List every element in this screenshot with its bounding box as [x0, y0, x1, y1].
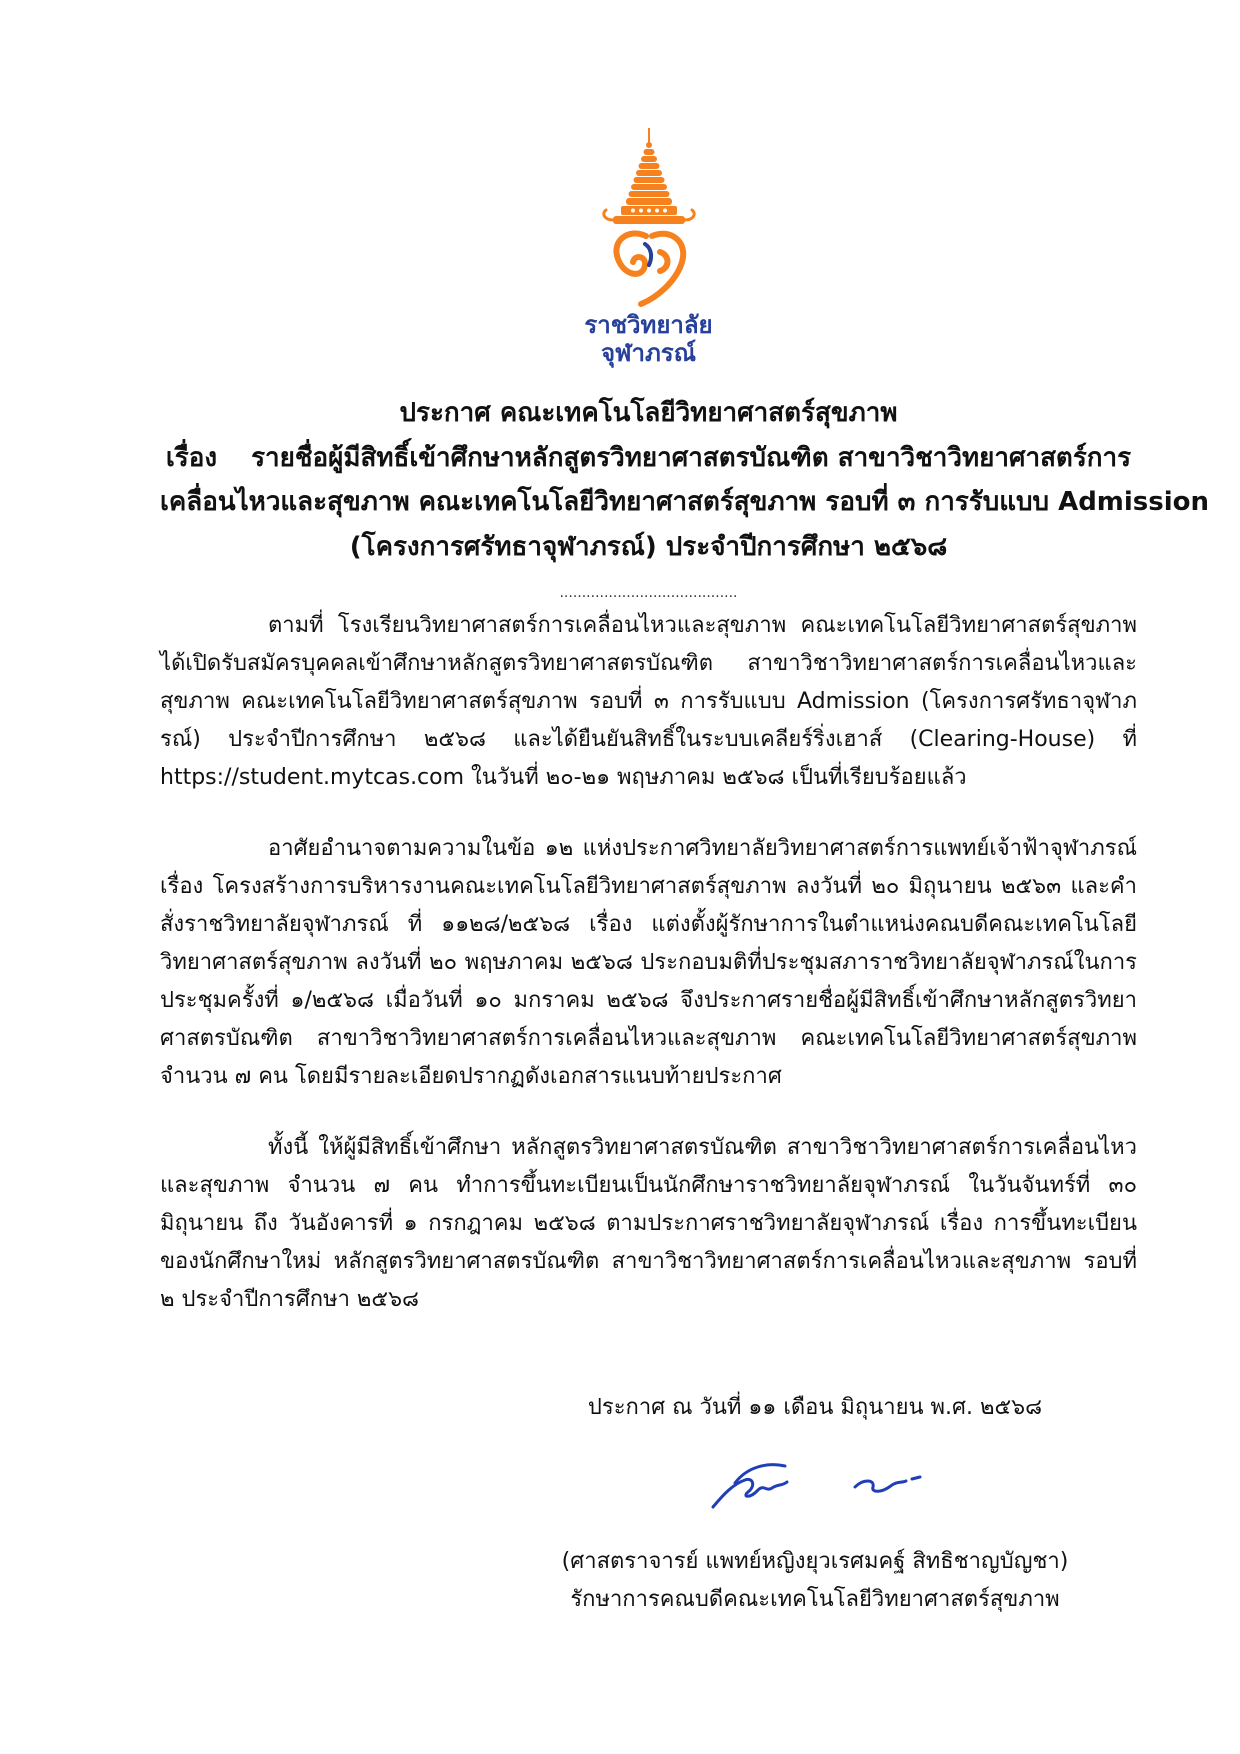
signer-name: (ศาสตราจารย์ แพทย์หญิงยุวเรศมคฐ์ สิทธิชาญบัญชา)	[561, 1549, 1069, 1574]
paragraph-1: ตามที่ โรงเรียนวิทยาศาสตร์การเคลื่อนไหวและสุขภาพ คณะเทคโนโลยีวิทยาศาสตร์สุขภาพ ได้เปิดรับสมัครบุคคลเข้าศึกษาหลักสูตรวิทยาศาสตรบัณฑิต สาขาวิชาวิทยาศาสตร์การเคลื่อนไหวและสุขภาพ คณะเทคโนโลยีวิทยาศาสตร์สุขภาพ รอบที่ ๓ การรับแบบ Admission (โครงการศรัทธาจุฬาภรณ์) ประจำปีการศึกษา ๒๕๖๘ และได้ยืนยันสิทธิ์ในระบบเคลียร์ริ่งเฮาส์ (Clearing-House) ที่ https://student.mytcas.com ในวันที่ ๒๐-๒๑ พฤษภาคม ๒๕๖๘ เป็นที่เรียบร้อยแล้ว	[160, 613, 1137, 790]
subject-label: เรื่อง	[165, 442, 218, 473]
paragraph-2: อาศัยอำนาจตามความในข้อ ๑๒ แห่งประกาศวิทยาลัยวิทยาศาสตร์การแพทย์เจ้าฟ้าจุฬาภรณ์เรื่อง โครงสร้างการบริหารงานคณะเทคโนโลยีวิทยาศาสตร์สุขภาพ ลงวันที่ ๒๐ มิถุนายน ๒๕๖๓ และคำสั่งราชวิทยาลัยจุฬาภรณ์ ที่ ๑๑๒๘/๒๕๖๘ เรื่อง แต่งตั้งผู้รักษาการในตำแหน่งคณบดีคณะเทคโนโลยีวิทยาศาสตร์สุขภาพ ลงวันที่ ๒๐ พฤษภาคม ๒๕๖๘ ประกอบมติที่ประชุมสภาราชวิทยาลัยจุฬาภรณ์ในการประชุมครั้งที่ ๑/๒๕๖๘ เมื่อวันที่ ๑๐ มกราคม ๒๕๖๘ จึงประกาศรายชื่อผู้มีสิทธิ์เข้าศึกษาหลักสูตรวิทยาศาสตรบัณฑิต สาขาวิชาวิทยาศาสตร์การเคลื่อนไหวและสุขภาพ คณะเทคโนโลยีวิทยาศาสตร์สุขภาพ จำนวน ๗ คน โดยมีรายละเอียดปรากฏดังเอกสารแนบท้ายประกาศ	[160, 836, 1137, 1089]
logo-text-line1: ราชวิทยาลัย	[584, 311, 713, 339]
university-logo	[160, 128, 1137, 367]
subject-line-3: (โครงการศรัทธาจุฬาภรณ์) ประจำปีการศึกษา ๒๕๖๘	[349, 531, 948, 562]
crown-emblem-icon	[589, 128, 709, 308]
subject-text-1: รายชื่อผู้มีสิทธิ์เข้าศึกษาหลักสูตรวิทยาศาสตรบัณฑิต สาขาวิชาวิทยาศาสตร์การ	[251, 442, 1132, 473]
subject-line-2: เคลื่อนไหวและสุขภาพ คณะเทคโนโลยีวิทยาศาสตร์สุขภาพ รอบที่ ๓ การรับแบบ Admission	[160, 487, 1210, 517]
paragraph-3: ทั้งนี้ ให้ผู้มีสิทธิ์เข้าศึกษา หลักสูตรวิทยาศาสตรบัณฑิต สาขาวิชาวิทยาศาสตร์การเคลื่อนไหวและสุขภาพ จำนวน ๗ คน ทำการขึ้นทะเบียนเป็นนักศึกษาราชวิทยาลัยจุฬาภรณ์ ในวันจันทร์ที่ ๓๐ มิถุนายน ถึง วันอังคารที่ ๑ กรกฎาคม ๒๕๖๘ ตามประกาศราชวิทยาลัยจุฬาภรณ์ เรื่อง การขึ้นทะเบียนของนักศึกษาใหม่ หลักสูตรวิทยาศาสตรบัณฑิต สาขาวิชาวิทยาศาสตร์การเคลื่อนไหวและสุขภาพ รอบที่ ๒ ประจำปีการศึกษา ๒๕๖๘	[160, 1135, 1137, 1312]
dotted-separator: ........................................	[559, 585, 738, 601]
signer-position: รักษาการคณบดีคณะเทคโนโลยีวิทยาศาสตร์สุขภาพ	[570, 1587, 1060, 1612]
announcement-date: ประกาศ ณ วันที่ ๑๑ เดือน มิถุนายน พ.ศ. ๒๕๖๘	[587, 1395, 1043, 1420]
handwritten-signature	[705, 1457, 925, 1513]
logo-text-line2: จุฬาภรณ์	[601, 339, 696, 367]
page-title: ประกาศ คณะเทคโนโลยีวิทยาศาสตร์สุขภาพ	[399, 398, 898, 428]
subject-line-1	[160, 436, 1137, 481]
signature-block	[555, 1389, 1075, 1619]
announcement-body	[160, 607, 1137, 1319]
announcement-heading	[160, 391, 1210, 569]
